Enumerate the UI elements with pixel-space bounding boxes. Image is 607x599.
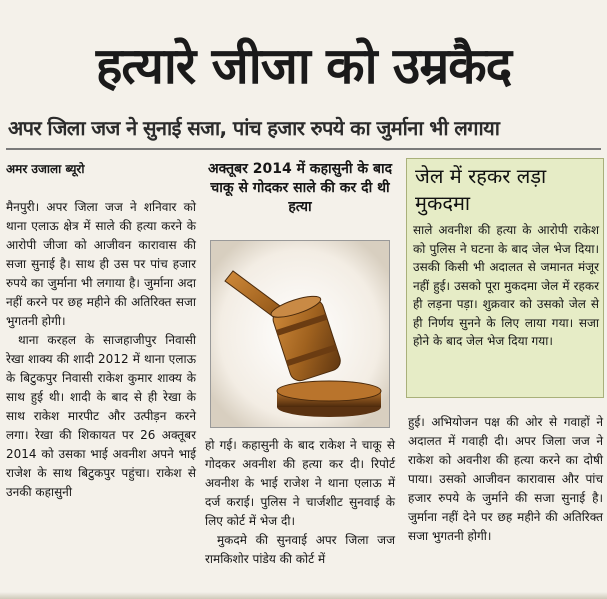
pullquote: अक्तूबर 2014 में कहासुनी के बाद चाकू से गोदकर साले की कर दी थी हत्या [207, 161, 393, 215]
sidebar-title: जेल में रहकर लड़ा मुकदमा [415, 164, 547, 215]
sidebar-body: साले अवनीश की हत्या के आरोपी राकेश को पुलिस ने घटना के बाद जेल भेज दिया। उसकी किसी भी अदालत से जमानत मंजूर नहीं हुई। उसको पूरा मुकदमा जेल में रहकर ही लड़ना पड़ा। शुक्रवार को उसको जेल से ही निर्णय सुनने के लिए लाया गया। सजा होने के बाद जेल भेज दिया गया। [413, 223, 599, 348]
article-column-2 [205, 436, 395, 569]
headline: हत्यारे जीजा को उम्रकैद [95, 36, 512, 95]
page-edge [0, 592, 607, 599]
divider [6, 148, 601, 150]
paragraph: हुई। अभियोजन पक्ष की ओर से गवाहों ने अदालत में गवाही दी। अपर जिला जज ने राकेश को अवनीश की हत्या करने का दोषी पाया। उसको आजीवन कारावास और पांच हजार रुपये के जुर्माने की सजा सुनाई है। जुर्माना नहीं देने पर छह महीने की अतिरिक्त सजा भुगतनी होगी। [408, 415, 603, 543]
sidebar-box [406, 158, 604, 398]
paragraph: मैनपुरी। अपर जिला जज ने शनिवार को थाना एलाऊ क्षेत्र में साले की हत्या करने के आरोपी जीजा को आजीवन कारावास की सजा सुनाई है। साथ ही उस पर पांच हजार रुपये का जुर्माना भी लगाया है। जुर्माना अदा नहीं करने पर छह महीने की अतिरिक्त सजा भुगतनी होगी। [6, 200, 196, 328]
paragraph: हो गई। कहासुनी के बाद राकेश ने चाकू से गोदकर अवनीश की हत्या कर दी। रिपोर्ट अवनीश के भाई राजेश ने थाना एलाऊ में दर्ज कराई। पुलिस ने चार्जशीट सुनवाई के लिए कोर्ट में भेज दी। [205, 438, 395, 528]
paragraph: मुकदमे की सुनवाई अपर जिला जज रामकिशोर पांडेय की कोर्ट में [205, 533, 395, 566]
article-column-1 [6, 198, 196, 502]
paragraph: थाना करहल के साजहाजीपुर निवासी रेखा शाक्य की शादी 2012 में थाना एलाऊ के बिटुकपुर निवासी राकेश कुमार शाक्य के साथ हुई थी। शादी के बाद से ही रेखा के साथ राकेश मारपीट और उत्पीड़न करने लगा। रेखा की शिकायत पर 26 अक्तूबर 2014 को उसका भाई अवनीश अपने भाई राजेश के साथ बिटुकपुर पहुंचा। राकेश से उनकी कहासुनी [6, 333, 196, 499]
byline: अमर उजाला ब्यूरो [6, 162, 85, 176]
article-column-3 [408, 413, 603, 546]
gavel-image [210, 240, 390, 428]
subheadline: अपर जिला जज ने सुनाई सजा, पांच हजार रुपये का जुर्माना भी लगाया [8, 116, 500, 140]
gavel-icon [211, 241, 389, 427]
